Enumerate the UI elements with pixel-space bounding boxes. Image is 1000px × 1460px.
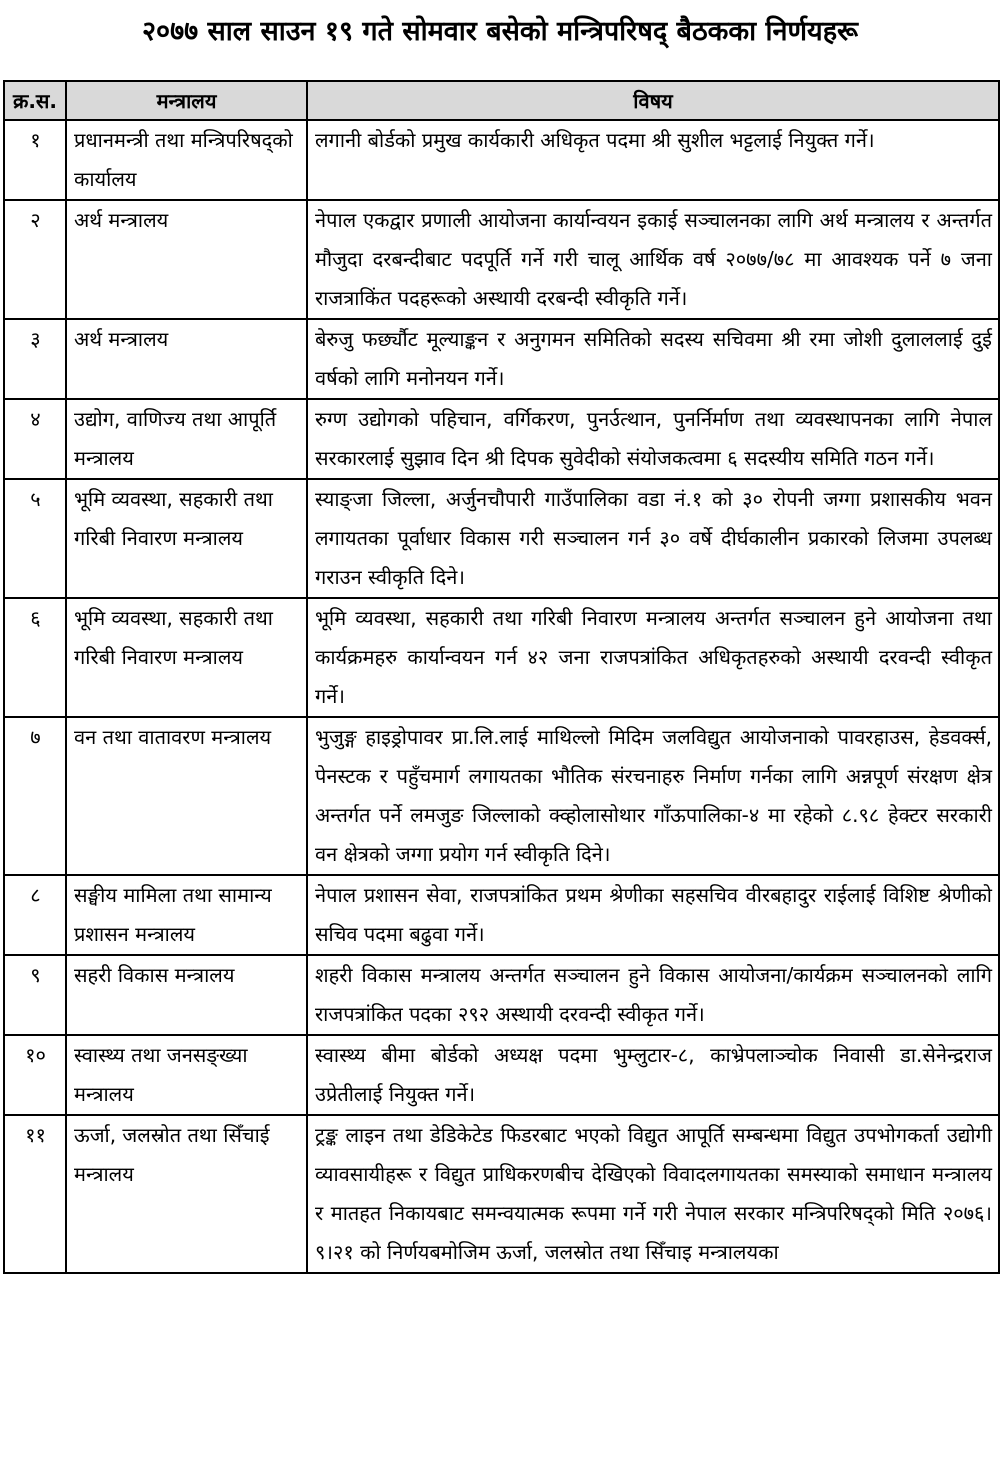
table-row	[4, 479, 999, 598]
row-ministry: भूमि व्यवस्था, सहकारी तथा गरिबी निवारण मन्त्रालय	[66, 598, 307, 717]
table-row	[4, 120, 999, 200]
decisions-table	[3, 80, 1000, 1274]
row-subject: भूमि व्यवस्था, सहकारी तथा गरिबी निवारण मन्त्रालय अन्तर्गत सञ्चालन हुने आयोजना तथा कार्यक्रमहरु कार्यान्वयन गर्न ४२ जना राजपत्रांकित अधिकृतहरुको अस्थायी दरवन्दी स्वीकृत गर्ने।	[307, 598, 999, 717]
row-ministry: ऊर्जा, जलस्रोत तथा सिँचाई मन्त्रालय	[66, 1115, 307, 1273]
row-subject: स्याङ्जा जिल्ला, अर्जुनचौपारी गाउँपालिका वडा नं.१ को ३० रोपनी जग्गा प्रशासकीय भवन लगायतका पूर्वाधार विकास गरी सञ्चालन गर्न ३० वर्षे दीर्घकालीन प्रकारको लिजमा उपलब्ध गराउन स्वीकृति दिने।	[307, 479, 999, 598]
row-number: ३	[4, 319, 66, 399]
table-row	[4, 200, 999, 319]
page-title: २०७७ साल साउन १९ गते सोमवार बसेको मन्त्रिपरिषद् बैठकका निर्णयहरू	[141, 16, 859, 47]
header-serial: क्र.स.	[4, 81, 66, 120]
row-ministry: सङ्घीय मामिला तथा सामान्य प्रशासन मन्त्रालय	[66, 875, 307, 955]
row-subject: रुग्ण उद्योगको पहिचान, वर्गिकरण, पुनर्उत्थान, पुनर्निर्माण तथा व्यवस्थापनका लागि नेपाल सरकारलाई सुझाव दिन श्री दिपक सुवेदीको संयोजकत्वमा ६ सदस्यीय समिति गठन गर्ने।	[307, 399, 999, 479]
row-number: १०	[4, 1035, 66, 1115]
row-subject: शहरी विकास मन्त्रालय अन्तर्गत सञ्चालन हुने विकास आयोजना/कार्यक्रम सञ्चालनको लागि राजपत्रांकित पदका २९२ अस्थायी दरवन्दी स्वीकृत गर्ने।	[307, 955, 999, 1035]
table-row	[4, 399, 999, 479]
row-ministry: भूमि व्यवस्था, सहकारी तथा गरिबी निवारण मन्त्रालय	[66, 479, 307, 598]
row-subject: नेपाल प्रशासन सेवा, राजपत्रांकित प्रथम श्रेणीका सहसचिव वीरबहादुर राईलाई विशिष्ट श्रेणीको सचिव पदमा बढुवा गर्ने।	[307, 875, 999, 955]
row-ministry: प्रधानमन्त्री तथा मन्त्रिपरिषद्को कार्यालय	[66, 120, 307, 200]
row-ministry: उद्योग, वाणिज्य तथा आपूर्ति मन्त्रालय	[66, 399, 307, 479]
row-number: ५	[4, 479, 66, 598]
row-number: ९	[4, 955, 66, 1035]
row-ministry: अर्थ मन्त्रालय	[66, 319, 307, 399]
row-number: १	[4, 120, 66, 200]
row-subject: नेपाल एकद्वार प्रणाली आयोजना कार्यान्वयन इकाई सञ्चालनका लागि अर्थ मन्त्रालय र अन्तर्गत मौजुदा दरबन्दीबाट पदपूर्ति गर्ने गरी चालू आर्थिक वर्ष २०७७/७८ मा आवश्यक पर्ने ७ जना राजत्राकिंत पदहरूको अस्थायी दरबन्दी स्वीकृति गर्ने।	[307, 200, 999, 319]
table-row	[4, 955, 999, 1035]
row-number: ११	[4, 1115, 66, 1273]
table-row	[4, 1115, 999, 1273]
table-row	[4, 717, 999, 875]
row-subject: स्वास्थ्य बीमा बोर्डको अध्यक्ष पदमा भुम्लुटार-८, काभ्रेपलाञ्चोक निवासी डा.सेनेन्द्रराज उप्रेतीलाई नियुक्त गर्ने।	[307, 1035, 999, 1115]
row-number: २	[4, 200, 66, 319]
header-ministry: मन्त्रालय	[66, 81, 307, 120]
header-subject: विषय	[307, 81, 999, 120]
row-number: ६	[4, 598, 66, 717]
table-row	[4, 875, 999, 955]
row-subject: लगानी बोर्डको प्रमुख कार्यकारी अधिकृत पदमा श्री सुशील भट्टलाई नियुक्त गर्ने।	[307, 120, 999, 200]
row-ministry: सहरी विकास मन्त्रालय	[66, 955, 307, 1035]
row-subject: बेरुजु फर्छ्यौट मूल्याङ्कन र अनुगमन समितिको सदस्य सचिवमा श्री रमा जोशी दुलाललाई दुई वर्षको लागि मनोनयन गर्ने।	[307, 319, 999, 399]
table-row	[4, 319, 999, 399]
row-ministry: वन तथा वातावरण मन्त्रालय	[66, 717, 307, 875]
table-row	[4, 598, 999, 717]
table-header-row	[4, 81, 999, 120]
row-number: ७	[4, 717, 66, 875]
row-subject: भुजुङ्ग हाइड्रोपावर प्रा.लि.लाई माथिल्लो मिदिम जलविद्युत आयोजनाको पावरहाउस, हेडवर्क्स, पेनस्टक र पहुँचमार्ग लगायतका भौतिक संरचनाहरु निर्माण गर्नका लागि अन्नपूर्ण संरक्षण क्षेत्र अन्तर्गत पर्ने लमजुङ जिल्लाको क्व्होलासोथार गाँऊपालिका-४ मा रहेको ८.९८ हेक्टर सरकारी वन क्षेत्रको जग्गा प्रयोग गर्न स्वीकृति दिने।	[307, 717, 999, 875]
table-row	[4, 1035, 999, 1115]
row-number: ४	[4, 399, 66, 479]
row-ministry: अर्थ मन्त्रालय	[66, 200, 307, 319]
row-number: ८	[4, 875, 66, 955]
row-ministry: स्वास्थ्य तथा जनसङ्ख्या मन्त्रालय	[66, 1035, 307, 1115]
row-subject: ट्रङ्क लाइन तथा डेडिकेटेड फिडरबाट भएको विद्युत आपूर्ति सम्बन्धमा विद्युत उपभोगकर्ता उद्योगी व्यावसायीहरू र विद्युत प्राधिकरणबीच देखिएको विवादलगायतका समस्याको समाधान मन्त्रालय र मातहत निकायबाट समन्वयात्मक रूपमा गर्ने गरी नेपाल सरकार मन्त्रिपरिषद्को मिति २०७६।९।२१ को निर्णयबमोजिम ऊर्जा, जलस्रोत तथा सिँचाइ मन्त्रालयका	[307, 1115, 999, 1273]
